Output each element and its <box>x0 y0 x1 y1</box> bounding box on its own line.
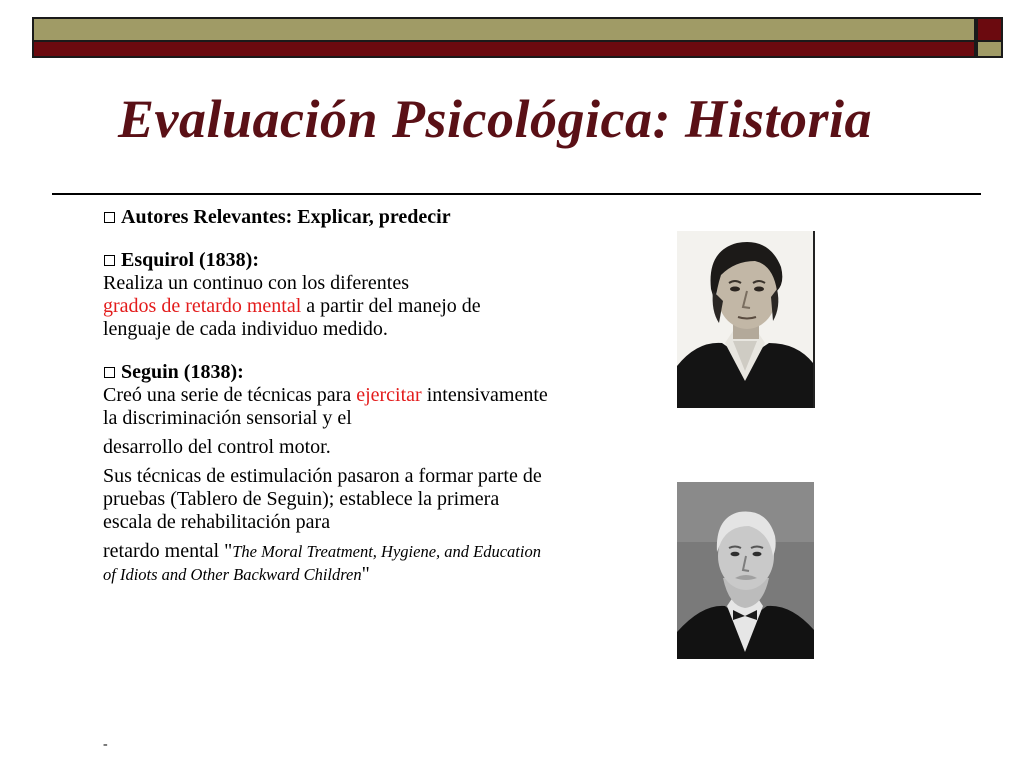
esquirol-description <box>103 272 553 341</box>
text-span: Creó una serie de técnicas para <box>103 384 357 406</box>
bullet-text: Autores Relevantes: Explicar, predecir <box>121 206 451 228</box>
text-span: intensivamente la discriminación sensorial y el <box>103 384 548 429</box>
highlight-text: ejercitar <box>356 384 422 406</box>
text-span: a partir del manejo de lenguaje de cada individuo medido. <box>103 295 481 340</box>
header-decoration <box>0 0 1024 70</box>
book-title: The Moral Treatment, Hygiene, and Education of Idiots and Other Backward Children <box>103 542 541 584</box>
maroon-square <box>976 17 1003 42</box>
quote-mark: " <box>361 563 370 585</box>
portrait-esquirol <box>677 231 815 408</box>
bullet-seguin <box>103 361 553 384</box>
square-bullet-icon <box>104 255 115 266</box>
seguin-paragraph-1 <box>103 384 553 430</box>
text-span: Realiza un continuo con los diferentes <box>103 272 410 294</box>
slide-title: Evaluación Psicológica: Historia <box>118 89 872 149</box>
bullet-autores <box>103 206 553 229</box>
text-span: retardo mental <box>103 540 225 562</box>
bullet-heading: Seguin (1838): <box>121 361 244 383</box>
trailing-mark: - <box>103 737 108 752</box>
seguin-paragraph-2: desarrollo del control motor. <box>103 436 331 458</box>
bullet-esquirol <box>103 249 553 272</box>
olive-bar <box>32 17 976 42</box>
square-bullet-icon <box>104 212 115 223</box>
highlight-text: grados de retardo mental <box>103 295 302 317</box>
olive-square <box>976 40 1003 58</box>
maroon-bar <box>32 40 976 58</box>
seguin-paragraph-4 <box>103 540 553 586</box>
title-divider <box>52 193 981 195</box>
seguin-paragraph-3: Sus técnicas de estimulación pasaron a formar parte de pruebas (Tablero de Seguin); establece la primera escala de rehabilitación para <box>103 465 542 533</box>
bullet-heading: Esquirol (1838): <box>121 249 259 271</box>
slide-body <box>103 206 553 586</box>
square-bullet-icon <box>104 367 115 378</box>
quote-mark: " <box>224 540 233 562</box>
portrait-seguin <box>677 482 814 659</box>
